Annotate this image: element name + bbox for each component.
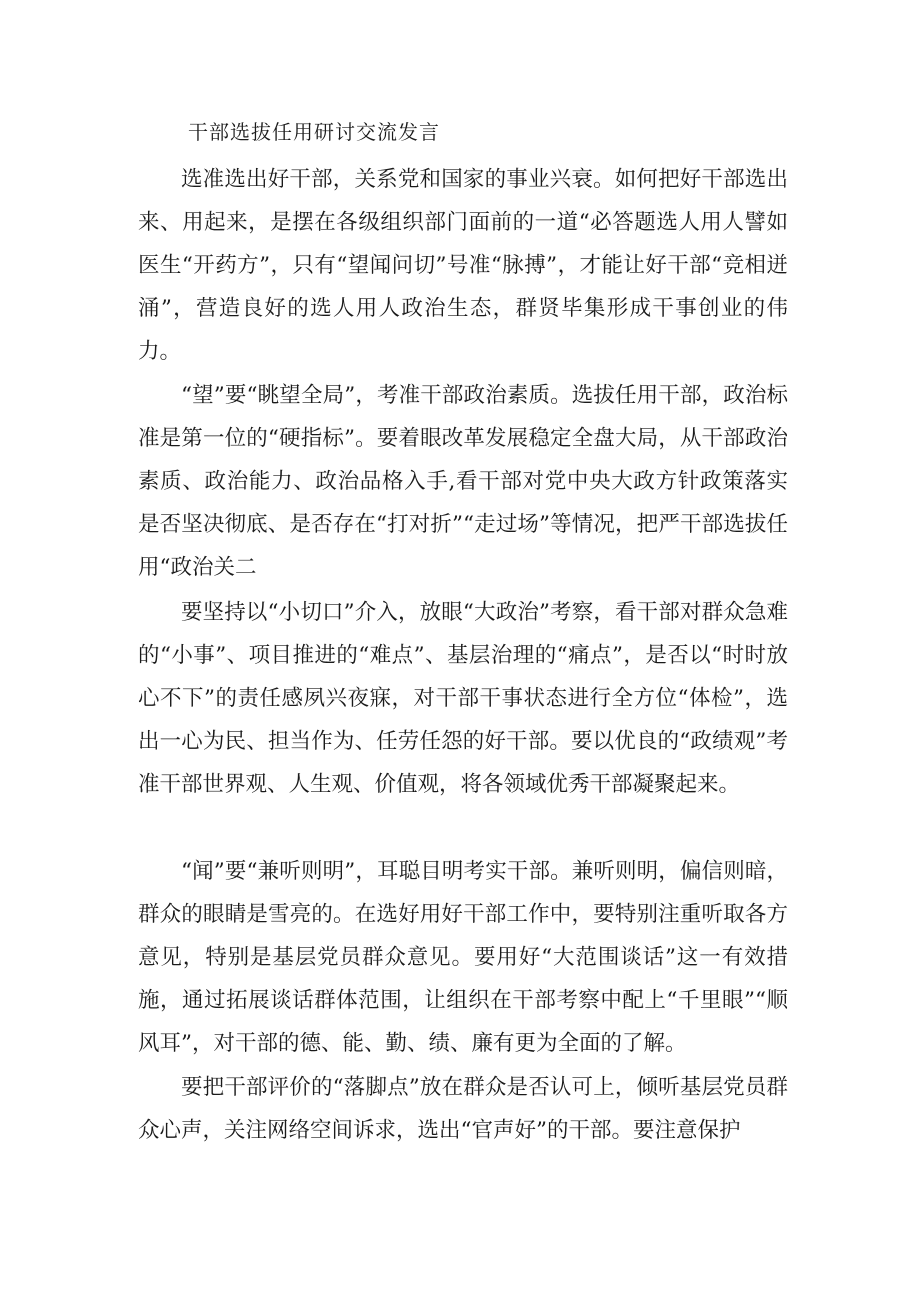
paragraph-2: “望”要“眺望全局”，考准干部政治素质。选拔任用干部，政治标准是第一位的“硬指标”。要着眼改革发展稳定全盘大局，从干部政治素质、政治能力、政治品格入手,看干部对党中央大政方针政策落实是否坚决彻底、是否存在“打对折”“走过场”等情况，把严干部选拔任用“政治关二	[138, 383, 788, 580]
paragraph-1: 选准选出好干部，关系党和国家的事业兴衰。如何把好干部选出来、用起来，是摆在各级组织部门面前的一道“必答题选人用人譬如医生“开药方”，只有“望闻问切”号准“脉搏”，才能让好干部“竞相迸涌”，营造良好的选人用人政治生态，群贤毕集形成干事创业的伟力。	[138, 167, 788, 364]
document-title: 干部选拔任用研讨交流发言	[188, 120, 440, 144]
paragraph-3: 要坚持以“小切口”介入，放眼“大政治”考察，看干部对群众急难的“小事”、项目推进的“难点”、基层治理的“痛点”，是否以“时时放心不下”的责任感夙兴夜寐，对干部干事状态进行全方位“体检”，选出一心为民、担当作为、任劳任怨的好干部。要以优良的“政绩观”考准干部世界观、人生观、价值观，将各领域优秀干部凝聚起来。	[138, 600, 788, 797]
paragraph-4: “闻”要“兼听则明”，耳聪目明考实干部。兼听则明，偏信则暗，群众的眼睛是雪亮的。在选好用好干部工作中，要特别注重听取各方意见，特别是基层党员群众意见。要用好“大范围谈话”这一有效措施，通过拓展谈话群体范围，让组织在干部考察中配上“千里眼”“顺风耳”，对干部的德、能、勤、绩、廉有更为全面的了解。	[138, 859, 788, 1056]
paragraph-5: 要把干部评价的“落脚点”放在群众是否认可上，倾听基层党员群众心声，关注网络空间诉求，选出“官声好”的干部。要注意保护	[138, 1075, 788, 1143]
